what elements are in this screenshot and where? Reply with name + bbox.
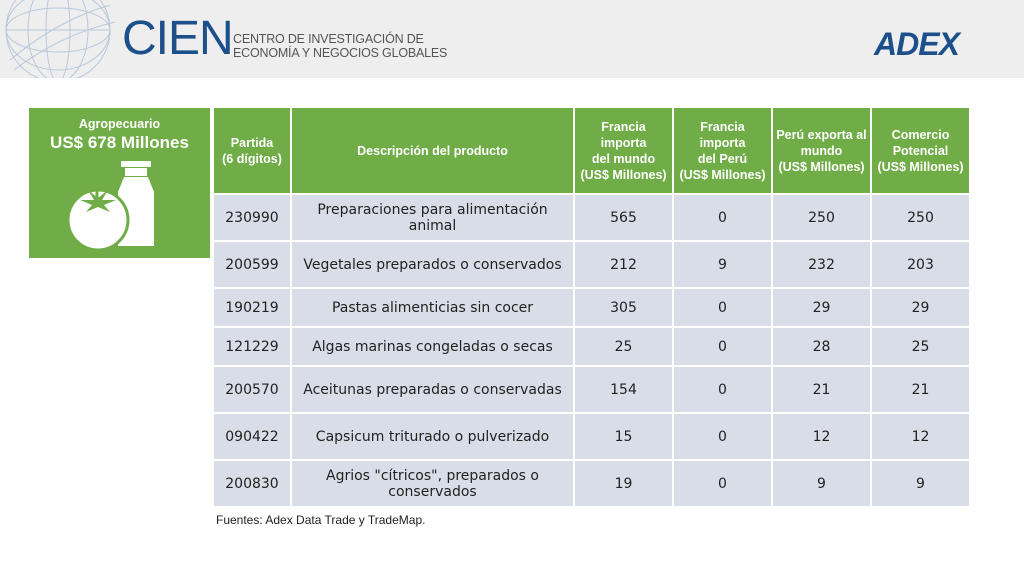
cell-descripcion: Algas marinas congeladas o secas <box>291 327 574 366</box>
cell-comercio: 9 <box>871 460 970 507</box>
cell-francia-peru: 0 <box>673 460 772 507</box>
cell-descripcion: Pastas alimenticias sin cocer <box>291 288 574 327</box>
header-francia-peru-line3: (US$ Millones) <box>679 167 766 182</box>
header-partida-line1: Partida <box>230 135 274 150</box>
cell-comercio: 12 <box>871 413 970 460</box>
adex-logo: ADEX <box>874 26 959 62</box>
cell-partida: 090422 <box>213 413 291 460</box>
header-peru-exporta-line3: (US$ Millones) <box>778 159 865 174</box>
cell-descripcion: Aceitunas preparadas o conservadas <box>291 366 574 413</box>
header-bar <box>0 0 1024 78</box>
cell-francia-mundo: 565 <box>574 194 673 241</box>
header-descripcion: Descripción del producto <box>291 107 574 194</box>
cell-francia-peru: 9 <box>673 241 772 288</box>
cell-partida: 200830 <box>213 460 291 507</box>
cell-descripcion: Vegetales preparados o conservados <box>291 241 574 288</box>
header-francia-peru-line1: Francia importa <box>699 119 746 150</box>
cell-francia-peru: 0 <box>673 327 772 366</box>
cell-peru-exporta: 28 <box>772 327 871 366</box>
cell-peru-exporta: 250 <box>772 194 871 241</box>
table-row <box>213 194 970 241</box>
cell-francia-mundo: 212 <box>574 241 673 288</box>
sector-value: US$ 678 Millones <box>50 133 189 152</box>
cell-descripcion: Capsicum triturado o pulverizado <box>291 413 574 460</box>
cell-peru-exporta: 9 <box>772 460 871 507</box>
sector-name: Agropecuario <box>78 117 161 131</box>
cell-partida: 200570 <box>213 366 291 413</box>
header-francia-importa-peru <box>673 107 772 194</box>
header-comercio-line2: Potencial <box>892 143 949 158</box>
cell-comercio: 250 <box>871 194 970 241</box>
header-comercio-potencial <box>871 107 970 194</box>
table-row <box>213 327 970 366</box>
cell-francia-mundo: 25 <box>574 327 673 366</box>
header-francia-mundo-line1: Francia importa <box>600 119 647 150</box>
cell-partida: 230990 <box>213 194 291 241</box>
cell-comercio: 29 <box>871 288 970 327</box>
cell-peru-exporta: 232 <box>772 241 871 288</box>
table-row <box>213 460 970 507</box>
header-partida-line2: (6 dígitos) <box>222 151 282 166</box>
cell-comercio: 203 <box>871 241 970 288</box>
cell-francia-peru: 0 <box>673 413 772 460</box>
cell-descripcion: Agrios "cítricos", preparados o conservados <box>291 460 574 507</box>
source-note: Fuentes: Adex Data Trade y TradeMap. <box>216 513 426 527</box>
cell-francia-mundo: 154 <box>574 366 673 413</box>
table-row <box>213 366 970 413</box>
header-francia-mundo-line3: (US$ Millones) <box>580 167 667 182</box>
cell-comercio: 21 <box>871 366 970 413</box>
header-francia-importa-mundo <box>574 107 673 194</box>
cell-comercio: 25 <box>871 327 970 366</box>
cell-francia-peru: 0 <box>673 288 772 327</box>
globe-icon <box>0 0 125 78</box>
tomato-and-bottle-icon <box>64 160 164 252</box>
cell-francia-mundo: 305 <box>574 288 673 327</box>
cien-subtitle <box>233 32 447 60</box>
cien-logo: CIEN <box>122 12 233 65</box>
cell-partida: 190219 <box>213 288 291 327</box>
cell-francia-mundo: 19 <box>574 460 673 507</box>
cien-subtitle-line1: CENTRO DE INVESTIGACIÓN DE <box>233 32 424 46</box>
table-header-row <box>213 107 970 194</box>
cell-partida: 200599 <box>213 241 291 288</box>
header-peru-exporta-line2: mundo <box>800 143 843 158</box>
trade-table-container <box>212 106 971 508</box>
table-row <box>213 413 970 460</box>
header-francia-mundo-line2: del mundo <box>591 151 656 166</box>
table-row <box>213 241 970 288</box>
cell-francia-peru: 0 <box>673 366 772 413</box>
header-francia-peru-line2: del Perú <box>697 151 748 166</box>
header-partida <box>213 107 291 194</box>
header-comercio-line1: Comercio <box>891 127 950 142</box>
cien-subtitle-line2: ECONOMÍA Y NEGOCIOS GLOBALES <box>233 46 448 60</box>
cell-peru-exporta: 12 <box>772 413 871 460</box>
cell-descripcion: Preparaciones para alimentación animal <box>291 194 574 241</box>
header-peru-exporta <box>772 107 871 194</box>
table-row <box>213 288 970 327</box>
sector-summary-card <box>29 108 210 258</box>
cell-francia-mundo: 15 <box>574 413 673 460</box>
header-peru-exporta-line1: Perú exporta al <box>776 127 867 142</box>
cell-peru-exporta: 29 <box>772 288 871 327</box>
cell-partida: 121229 <box>213 327 291 366</box>
cell-peru-exporta: 21 <box>772 366 871 413</box>
header-comercio-line3: (US$ Millones) <box>877 159 964 174</box>
cell-francia-peru: 0 <box>673 194 772 241</box>
trade-table <box>212 106 971 508</box>
